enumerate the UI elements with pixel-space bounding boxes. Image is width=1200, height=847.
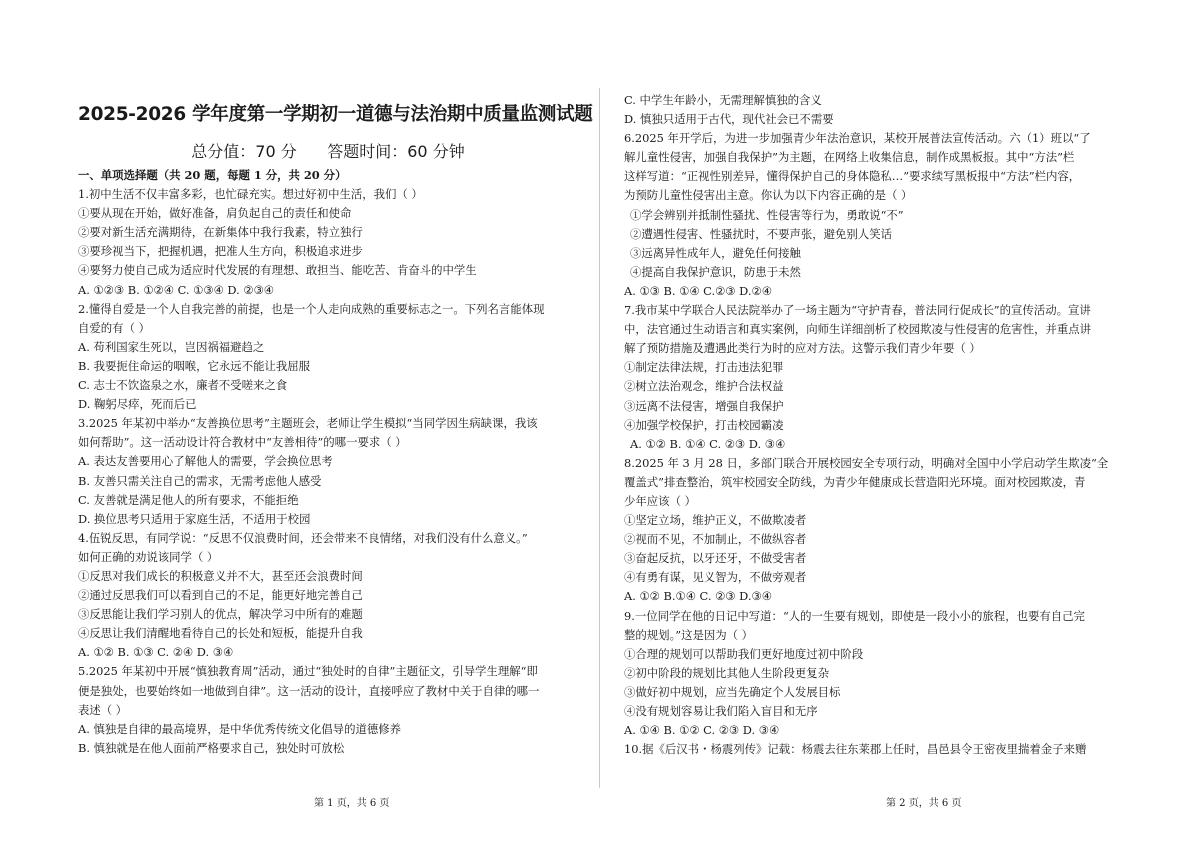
text-line: 自爱的有（ ） xyxy=(78,320,150,335)
text-line: ②树立法治观念，维护合法权益 xyxy=(624,379,784,394)
text-line: ②遭遇性侵害、性骚扰时，不要声张，避免别人笑话 xyxy=(630,226,892,241)
text-line: ④加强学校保护，打击校园霸凌 xyxy=(624,417,784,432)
text-line: C. 中学生年龄小，无需理解慎独的含义 xyxy=(624,93,822,107)
text-line: ④要努力使自己成为适应时代发展的有理想、敢担当、能吃苦、肯奋斗的中学生 xyxy=(78,263,477,278)
text-line: ③做好初中规划，应当先确定个人发展目标 xyxy=(624,684,841,699)
text-line: 如何帮助”。这一活动设计符合教材中“友善相待”的哪一要求（ ） xyxy=(78,435,407,450)
text-line: 一、单项选择题（共 20 题，每题 1 分，共 20 分） xyxy=(78,168,347,182)
text-line: B. 慎独就是在他人面前严格要求自己，独处时可放松 xyxy=(78,740,345,755)
text-line: ③奋起反抗，以牙还牙，不做受害者 xyxy=(624,551,807,566)
text-line: ②通过反思我们可以看到自己的不足，能更好地完善自己 xyxy=(78,588,363,603)
text-line: ②初中阶段的规划比其他人生阶段更复杂 xyxy=(624,665,830,680)
text-line: 7.我市某中学联合人民法院举办了一场主题为“守护青春，普法同行促成长”的宣传活动。宣讲 xyxy=(624,303,1091,318)
text-line: ①学会辨别并抵制性骚扰、性侵害等行为，勇敢说“不” xyxy=(630,207,904,222)
text-line: ③要珍视当下，把握机遇，把准人生方向，积极追求进步 xyxy=(78,244,363,259)
text-line: A. ①② B.①④ C. ②③ D.③④ xyxy=(624,589,772,604)
text-line: 10.据《后汉书・杨震列传》记载：杨震去往东莱郡上任时，昌邑县令王密夜里揣着金子来赠 xyxy=(624,742,1087,757)
text-line: ④没有规划容易让我们陷入盲目和无序 xyxy=(624,704,818,718)
text-line: 整的规划。”这是因为（ ） xyxy=(624,627,754,642)
exam-title: 2025-2026 学年度第一学期初一道德与法治期中质量监测试题 xyxy=(78,104,593,125)
page-number-2: 第 2 页，共 6 页 xyxy=(886,798,962,809)
text-line: ②要对新生活充满期待，在新集体中我行我素，特立独行 xyxy=(78,225,363,240)
text-line: 如何正确的劝说该同学（ ） xyxy=(78,549,219,564)
text-line: 表述（ ） xyxy=(78,702,128,717)
text-line: ①制定法律法规，打击违法犯罪 xyxy=(624,360,784,375)
text-line: ②视而不见，不加制止，不做纵容者 xyxy=(624,532,807,547)
text-line: 1.初中生活不仅丰富多彩，也忙碌充实。想过好初中生活，我们（ ） xyxy=(78,187,423,202)
text-line: 便是独处，也要始终如一地做到自律”。这一活动的设计，直接呼应了教材中关于自律的哪一 xyxy=(78,683,540,698)
text-line: 6.2025 年开学后，为进一步加强青少年法治意识，某校开展普法宣传活动。六（1）班以“了 xyxy=(624,131,1091,146)
text-line: A. ①②③ B. ①②④ C. ①③④ D. ②③④ xyxy=(78,282,274,297)
page-number-1: 第 1 页，共 6 页 xyxy=(314,798,390,809)
text-line: 覆盖式”排查整治，筑牢校园安全防线，为青少年健康成长营造阳光环境。面对校园欺凌，青 xyxy=(624,474,1086,489)
text-line: 9.一位同学在他的日记中写道：“人的一生要有规划，即使是一段小小的旅程，也要有自己完 xyxy=(624,608,1085,623)
text-line: B. 友善只需关注自己的需求，无需考虑他人感受 xyxy=(78,473,322,488)
text-line: C. 志士不饮盗泉之水，廉者不受嗟来之食 xyxy=(78,378,288,393)
text-line: A. ①② B. ①④ C. ②③ D. ③④ xyxy=(630,436,786,451)
text-line: C. 友善就是满足他人的所有要求，不能拒绝 xyxy=(78,492,299,507)
page-divider xyxy=(599,88,600,788)
text-line: 4.伍锐反思，有同学说：“反思不仅浪费时间，还会带来不良情绪，对我们没有什么意义。” xyxy=(78,530,528,545)
text-line: ③远离异性成年人，避免任何接触 xyxy=(630,245,801,260)
text-line: 少年应该（ ） xyxy=(624,493,696,508)
text-line: 这样写道：“正视性别差异，懂得保护自己的身体隐私…”要求续写黑板报中“方法”栏内容， xyxy=(624,169,1081,184)
text-line: 中，法官通过生动语言和真实案例，向师生详细剖析了校园欺凌与性侵害的危害性，并重点讲 xyxy=(624,322,1092,337)
left-question-text xyxy=(78,166,578,758)
text-line: B. 我要扼住命运的咽喉，它永远不能让我屈服 xyxy=(78,358,311,373)
exam-subtitle: 总分值：70 分 答题时间：60 分钟 xyxy=(191,142,465,161)
text-line: D. 换位思考只适用于家庭生活，不适用于校园 xyxy=(78,511,311,526)
text-line: ①要从现在开始，做好准备，肩负起自己的责任和使命 xyxy=(78,206,352,221)
text-line: ④有勇有谋，见义智为，不做旁观者 xyxy=(624,570,807,585)
text-line: ①坚定立场，维护正义，不做欺凌者 xyxy=(624,513,807,528)
text-line: A. ①② B. ①③ C. ②④ D. ③④ xyxy=(78,645,234,660)
text-line: 3.2025 年某初中举办“友善换位思考”主题班会，老师让学生模拟“当同学因生病缺课，我该 xyxy=(78,416,538,431)
text-line: 解儿童性侵害，加强自我保护”为主题，在网络上收集信息，制作成黑板报。其中“方法”栏 xyxy=(624,150,1075,165)
text-line: 5.2025 年某初中开展“慎独教育周”活动，通过“独处时的自律”主题征文，引导学生理解“即 xyxy=(78,664,538,679)
text-line: ④反思让我们清醒地看待自己的长处和短板，能提升自我 xyxy=(78,626,363,641)
text-line: A. 表达友善要用心了解他人的需要，学会换位思考 xyxy=(78,454,333,469)
text-line: ①合理的规划可以帮助我们更好地度过初中阶段 xyxy=(624,646,864,661)
text-line: 2.懂得自爱是一个人自我完善的前提，也是一个人走向成熟的重要标志之一。下列名言能体现 xyxy=(78,301,545,316)
text-line: ①反思对我们成长的积极意义并不大，甚至还会浪费时间 xyxy=(78,568,363,583)
text-line: D. 鞠躬尽瘁，死而后已 xyxy=(78,397,197,412)
text-line: ③远离不法侵害，增强自我保护 xyxy=(624,398,784,413)
text-line: D. 慎独只适用于古代，现代社会已不需要 xyxy=(624,112,834,127)
right-question-text xyxy=(624,91,1122,759)
text-line: ③反思能让我们学习别人的优点，解决学习中所有的难题 xyxy=(78,607,363,622)
text-line: ④提高自我保护意识，防患于未然 xyxy=(630,264,801,279)
text-line: 8.2025 年 3 月 28 日，多部门联合开展校园安全专项行动，明确对全国中小学启动学生欺凌“全 xyxy=(624,455,1109,470)
text-line: A. ①③ B. ①④ C.②③ D.②④ xyxy=(624,283,772,298)
text-line: 解了预防措施及遭遇此类行为时的应对方法。这警示我们青少年要（ ） xyxy=(624,341,981,356)
text-line: A. 苟利国家生死以，岂因祸福避趋之 xyxy=(78,339,265,354)
text-line: A. 慎独是自律的最高境界，是中华优秀传统文化倡导的道德修养 xyxy=(78,721,402,736)
text-line: A. ①④ B. ①② C. ②③ D. ③④ xyxy=(624,723,780,738)
text-line: 为预防儿童性侵害出主意。你认为以下内容正确的是（ ） xyxy=(624,188,913,203)
